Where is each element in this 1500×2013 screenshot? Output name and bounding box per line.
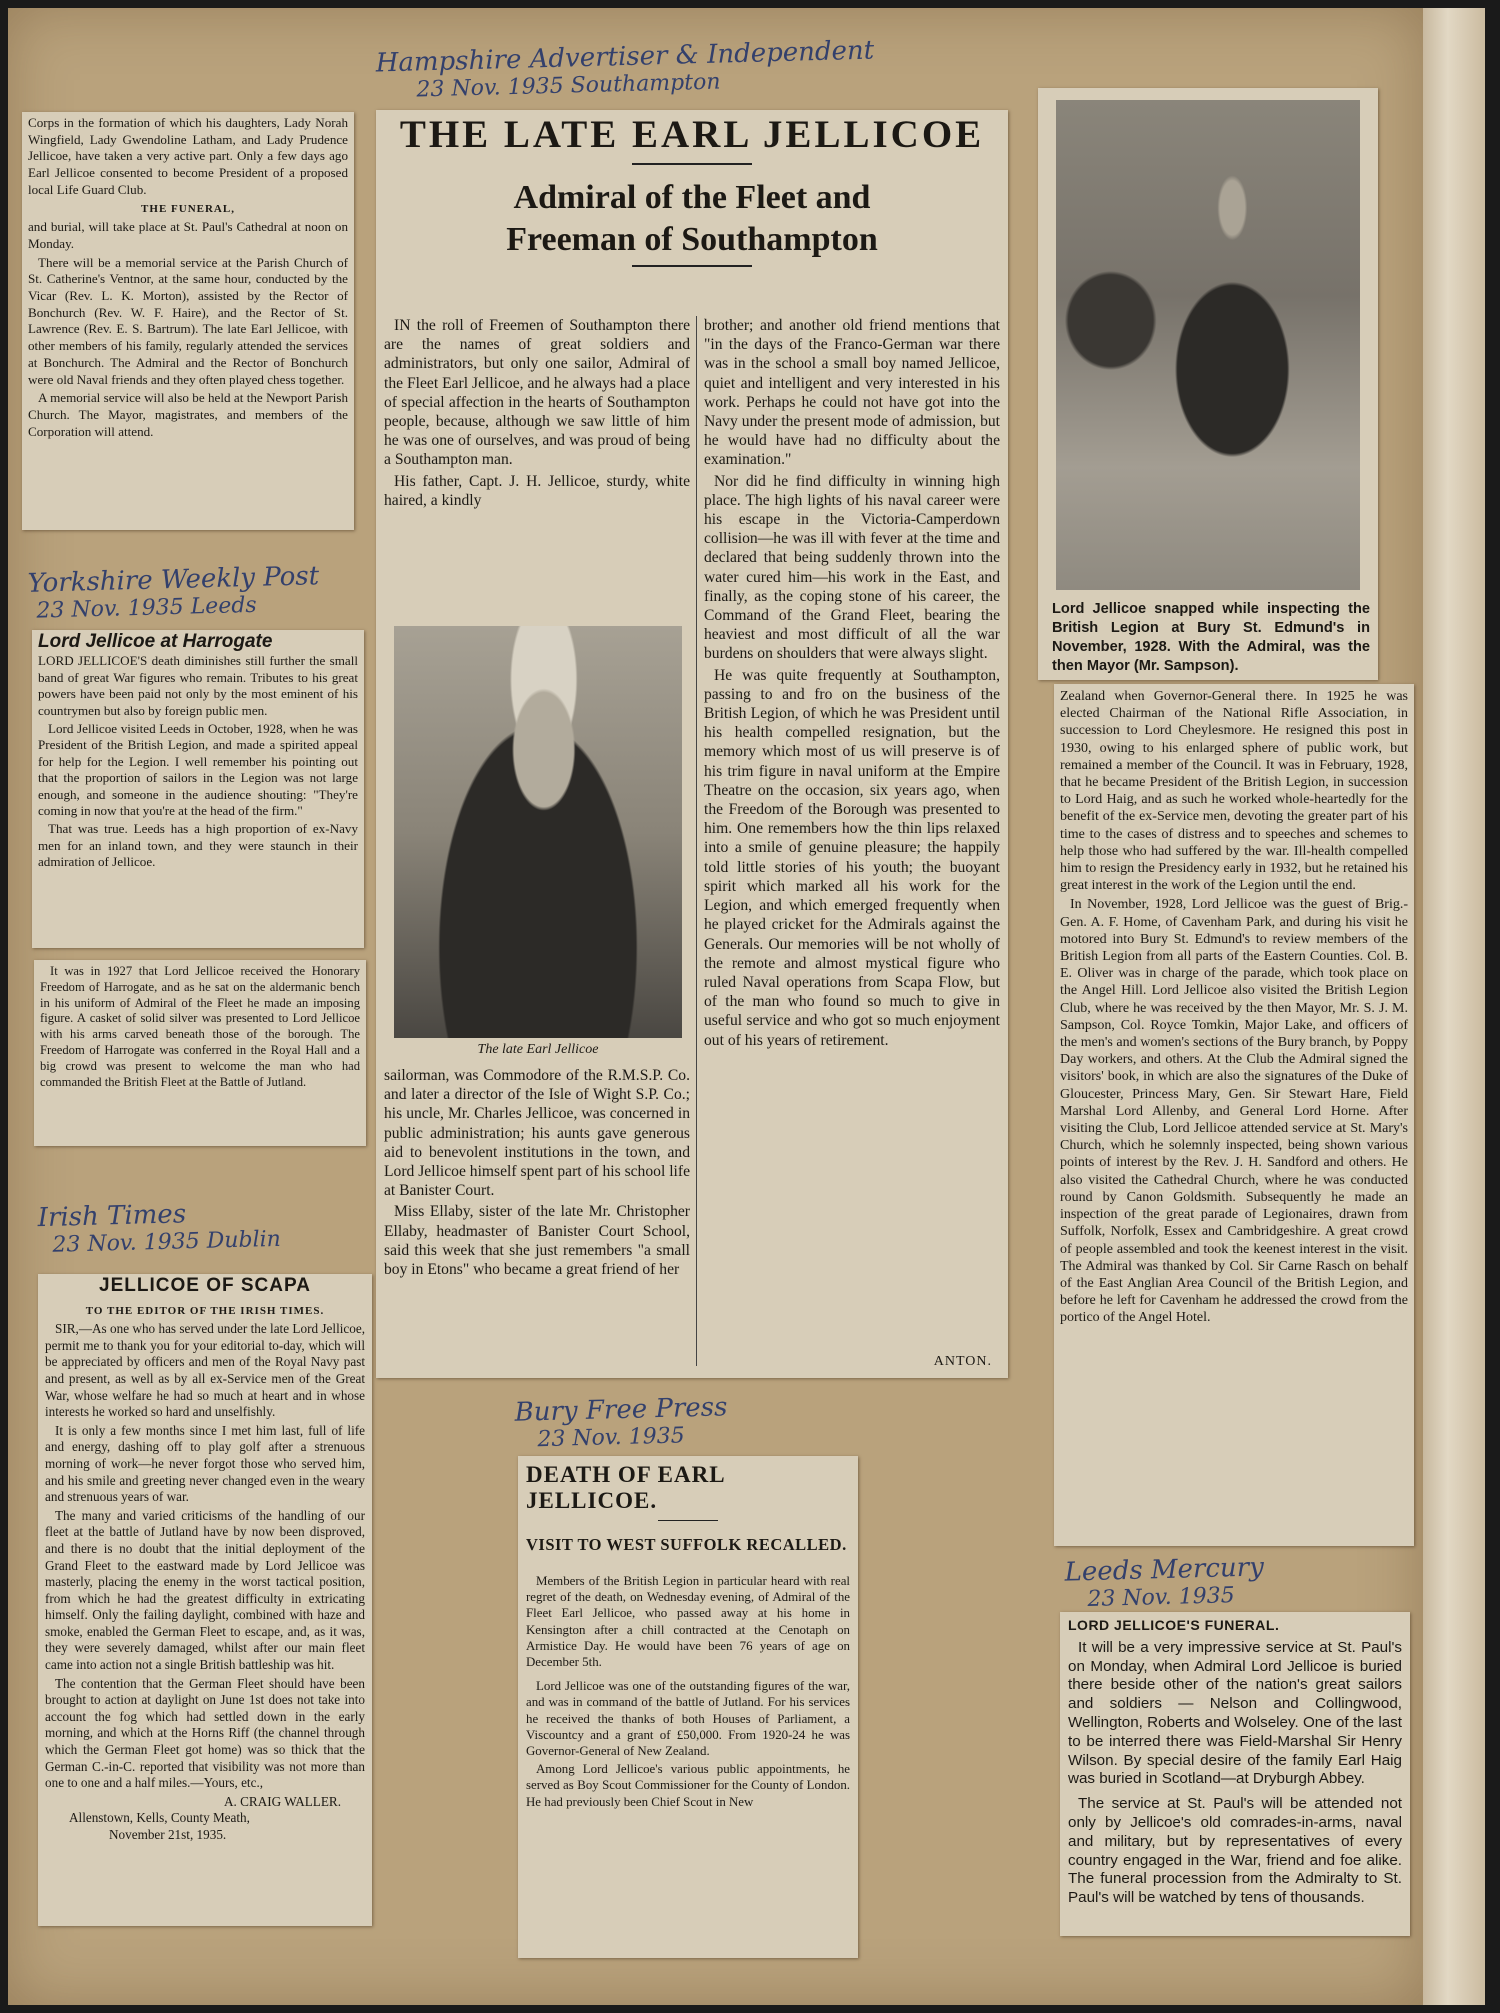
harrogate-paragraph-1: LORD JELLICOE'S death diminishes still further the small band of great War figures who remain. Tributes to his great powers have been paid not only by the most eminent of his countrymen but also by foreign public men. (38, 653, 358, 718)
main-column-1 (384, 316, 690, 616)
note-leeds-paper: Leeds Mercury (1064, 1552, 1265, 1588)
scapa-date: November 21st, 1935. (109, 1827, 227, 1842)
note-irish-date: 23 Nov. 1935 Dublin (52, 1226, 282, 1258)
note-irish-paper: Irish Times (37, 1199, 187, 1234)
clipping-harrogate (32, 630, 364, 948)
portrait-photo (394, 626, 682, 1038)
legion-paragraph-2: In November, 1928, Lord Jellicoe was the guest of Brig.-Gen. A. F. Home, of Cavenham Park, and during his visit he motored into Bury St. Edmund's to review members of the British Legion from all parts of the Eastern Counties. Col. B. E. Oliver was in charge of the parade, which took place on the Angel Hill. Lord Jellicoe also visited the British Legion Club, where he was received by the then Mayor, Mr. S. J. M. Sampson, Col. Royce Tomkin, Major Lake, and officers of the men's and women's sections of the Bury branch, by Poppy Day workers, and others. At the Club the Admiral signed the visitors' book, in which are also the signatures of the Duke of Gloucester, Princess Mary, Gen. Sir Stewart Hare, Field Marshal Lord Allenby, and General Lord Horne. After visiting the Club, Lord Jellicoe attended service at St. Mary's Church, which he solemnly inspected, being shown various points of interest by the Rev. J. H. Sandford and others. He also visited the Cathedral Church, where he was conducted round by Canon Goldsmith. Subsequently he made an inspection of the great parade of Legionaires, drawn from Suffolk, Norfolk, Essex and Cambridgeshire. A great crowd of people assembled and took the keenest interest in the visit. The Admiral was thanked by Col. Sir Carne Rasch on behalf of the East Anglian Area Council of the British Legion, and before he left for Cavenham he addressed the crowd from the portico of the Angel Hotel. (1060, 897, 1408, 1326)
note-bury-date: 23 Nov. 1935 (537, 1423, 685, 1453)
bury-paragraph-1: Members of the British Legion in particular heard with real regret of the death, on Wednesday evening, of Admiral of the Fleet Earl Jellicoe, who passed away at his home in Kensington after a chill contracted at the Cenotaph on Armistice Day. He would have been 76 years of age on December 5th. (526, 1574, 850, 1670)
note-hampshire-date: 23 Nov. 1935 Southampton (416, 69, 721, 103)
scapa-paragraph-1: SIR,—As one who has served under the late Lord Jellicoe, permit me to thank you for your editorial to-day, which will be appreciated by officers and men of the Royal Navy past and present, as well as by all ex-Service men of the Great War, whose welfare he had so much at heart and in whose interests he worked so hard and unselfishly. (45, 1321, 365, 1420)
legion-paragraph-1: Zealand when Governor-General there. In 1925 he was elected Chairman of the National Rifle Association, in succession to Lord Cheylesmore. He resigned this post in 1930, owing to his enlarged sphere of public work, but remained a member of the Council. It was in February, 1928, that he became President of the British Legion, in succession to Lord Haig, and as such he worked whole-heartedly for the benefit of the ex-Service men, devoting the greater part of his time to the cases of distress and to speeches and schemes to help those who had suffered by the war. Ill-health compelled him to resign the Presidency early in 1932, but he retained his great interest in the work of the Legion until the end. (1060, 689, 1408, 894)
bury-rule (658, 1520, 718, 1521)
scapa-paragraph-4: The contention that the German Fleet should have been brought to action at daylight on June 1st does not take into account the fog which had settled down in the early morning, and which at the Horns Riff (the channel through which the German Fleet got home) was so thick that the German C.-in-C. reported that visibility was not more than one to one and a half miles.—Yours, etc., (45, 1675, 365, 1791)
funeral-paragraph-3: There will be a memorial service at the Parish Church of St. Catherine's Ventnor, at the same hour, conducted by the Vicar (Rev. L. K. Morton), assisted by the Rector of Bonchurch (Rev. W. F. Haire), and the Rector of St. Lawrence (Rev. E. S. Bartrum). The late Earl Jellicoe, with other members of his family, regularly attended the services at Bonchurch. The Admiral and the Rector of Bonchurch were old Naval friends and they often played chess together. (28, 254, 348, 387)
main-col1-paragraph-4: Miss Ellaby, sister of the late Mr. Christopher Ellaby, headmaster of Banister Court School, said this week that she just remembers "a small boy in Etons" who became a great friend of her (384, 1203, 690, 1279)
main-column-1-continued (384, 1066, 690, 1378)
main-col1-paragraph-3: sailorman, was Commodore of the R.M.S.P. Co. and later a director of the Isle of Wight S.P. Co.; his uncle, Mr. Charles Jellicoe, was concerned in public administration; his aunts gave generous aid to benevolent institutions in the town, and Lord Jellicoe himself spent part of his school life at Banister Court. (384, 1067, 690, 1200)
note-irish (37, 1197, 281, 1258)
bury-paragraph-3: Among Lord Jellicoe's various public appointments, he served as Boy Scout Commissioner for the County of London. He had previously been Chief Scout in New (526, 1762, 850, 1809)
clipping-legion (1054, 684, 1414, 1546)
main-title-rule (632, 163, 752, 165)
note-yorkshire-date: 23 Nov. 1935 Leeds (36, 592, 257, 624)
bury-body (526, 1573, 850, 1810)
note-yorkshire-paper: Yorkshire Weekly Post (27, 561, 320, 599)
bury-title: DEATH OF EARL JELLICOE. (526, 1462, 725, 1513)
main-column-2 (704, 316, 1000, 1346)
scapa-paragraph-3: The many and varied criticisms of the handling of our fleet at the battle of Jutland have by now been disproved, and there is no doubt that the initial deployment of the Grand Fleet to the eastward made by Lord Jellicoe was masterly, placing the enemy in the worst tactical position, from which he had the greatest difficulty in extricating himself. Only the failing daylight, combined with haze and smoke, enabled the German Fleet to escape, and, as it was, they were severely damaged, whilst after our main fleet came into action not a single British battleship was hit. (45, 1507, 365, 1673)
harrogate-paragraph-4: It was in 1927 that Lord Jellicoe received the Honorary Freedom of Harrogate, and as he sat on the aldermanic bench in his uniform of Admiral of the Fleet he made an imposing figure. A casket of solid silver was presented to Lord Jellicoe with his arms carved beneath those of the borough. The Freedom of Harrogate was conferred in the Royal Hall and a big crowd was present to welcome the man who had commanded the British Fleet at the Battle of Jutland. (40, 964, 360, 1089)
harrogate-paragraph-2: Lord Jellicoe visited Leeds in October, 1928, when he was President of the British Legion, and made a spirited appeal for help for the Legion. I well remember his pointing out that the proportion of sailors in the Legion was not large enough, and someone in the audience shouting: "They're coming in now that you're at the head of the firm." (38, 721, 358, 819)
clipping-inspection-photo (1038, 88, 1378, 680)
main-subtitle-2: Freeman of Southampton (506, 221, 878, 258)
harrogate-paragraph-3: That was true. Leeds has a high proportion of ex-Navy men for an inland town, and they were staunch in their admiration of Jellicoe. (38, 821, 358, 870)
mercury-paragraph-1: It will be a very impressive service at St. Paul's on Monday, when Admiral Lord Jellicoe is buried there beside other of the nation's great sailors and soldiers — Nelson and Collingwood, Wellington, Roberts and Wolseley. One of the last to be interred there was Field-Marshal Sir Henry Wilson. By special desire of the family Earl Haig was buried in Scotland—at Dryburgh Abbey. (1068, 1638, 1402, 1788)
scapa-signature: A. CRAIG WALLER. (224, 1793, 341, 1809)
main-subtitle-1: Admiral of the Fleet and (513, 179, 871, 216)
note-leeds-date: 23 Nov. 1935 (1087, 1583, 1235, 1613)
note-hampshire-paper: Hampshire Advertiser & Independent (375, 35, 875, 79)
main-col1-paragraph-2: His father, Capt. J. H. Jellicoe, sturdy, white haired, a kindly (384, 472, 690, 509)
main-subtitle-rule (632, 265, 752, 267)
main-byline: ANTON. (933, 1354, 992, 1369)
scapa-paragraph-2: It is only a few months since I met him last, full of life and energy, dashing off to play golf after a strenuous morning of work—he never forgot those who served him, and his smile and greeting never changed even in the weary and strenuous years of war. (45, 1422, 365, 1505)
note-leeds (1064, 1552, 1265, 1612)
bury-subtitle: VISIT TO WEST SUFFOLK RECALLED. (526, 1535, 847, 1554)
clipping-main-article (376, 110, 1008, 1378)
main-column-divider (696, 316, 697, 1366)
mercury-paragraph-2: The service at St. Paul's will be attended not only by Jellicoe's old comrades-in-arms, naval and military, but by representatives of every country engaged in the War, friend and foe alike. The funeral procession from the Admiralty to St. Paul's will be watched by tens of thousands. (1068, 1795, 1402, 1907)
funeral-paragraph-2: and burial, will take place at St. Paul's Cathedral at noon on Monday. (28, 219, 348, 251)
main-col2-paragraph-3: He was quite frequently at Southampton, passing to and fro on the business of the British Legion, of which he was President until his health compelled resignation, but the memory which most of us will preserve is of his trim figure in naval uniform at the Empire Theatre on the occasion, six years ago, when the Freedom of the Borough was presented to him. One remembers how the thin lips relaxed into a smile of genuine pleasure; the happily told little stories of his youth; the buoyant spirit which marked all his work for the Legion, and which emerged frequently when he played cricket for the Admirals against the Generals. Our memories will be not wholly of the remote and almost mystical figure who ruled Naval operations from Scapa Flow, but of the man who found so much to give in useful service and who got so much enjoyment out of his years of retirement. (704, 666, 1000, 1049)
clipping-funeral (22, 112, 354, 530)
scapa-title: JELLICOE OF SCAPA (99, 1275, 311, 1296)
funeral-paragraph-4: A memorial service will also be held at the Newport Parish Church. The Mayor, magistrates, and members of the Corporation will attend. (28, 390, 348, 439)
portrait-caption: The late Earl Jellicoe (477, 1042, 599, 1057)
harrogate-title: Lord Jellicoe at Harrogate (38, 631, 273, 652)
scapa-address: Allenstown, Kells, County Meath, (69, 1810, 250, 1826)
clipping-mercury (1060, 1612, 1410, 1936)
main-col2-paragraph-1: brother; and another old friend mentions that "in the days of the Franco-German war there was in the school a small boy named Jellicoe, quiet and intelligent and very interested in his work. Perhaps he could not have got into the Navy under the present mode of admission, but he would have had no difficulty about the examination." (704, 317, 1000, 469)
mercury-title: LORD JELLICOE'S FUNERAL. (1068, 1617, 1280, 1633)
clipping-bury (518, 1456, 858, 1958)
clipping-scapa (38, 1274, 372, 1926)
inspection-caption: Lord Jellicoe snapped while inspecting the British Legion at Bury St. Edmund's in November, 1928. With the Admiral, was the then Mayor (Mr. Sampson). (1052, 601, 1370, 674)
main-col1-paragraph-1: IN the roll of Freemen of Southampton there are the names of great soldiers and administrators, but only one sailor, Admiral of the Fleet Earl Jellicoe, and he always had a place of special affection in the hearts of Southampton people, because, although we saw little of him he was one of ourselves, and was proud of being a Southampton man. (384, 317, 690, 469)
main-title: THE LATE EARL JELLICOE (399, 113, 985, 156)
funeral-paragraph-1: Corps in the formation of which his daughters, Lady Norah Wingfield, Lady Gwendoline Latham, and Lady Prudence Jellicoe, have taken a very active part. Only a few days ago Earl Jellicoe consented to become President of a proposed local Life Guard Club. (28, 115, 348, 197)
page-edge (1423, 8, 1485, 2005)
main-col2-paragraph-2: Nor did he find difficulty in winning high place. The high lights of his naval career were his escape in the Victoria-Camperdown collision—he was ill with fever at the time and declared that being suddenly thrown into the water cured him—his work in the East, and finally, as the coping stone of his career, the Command of the Grand Fleet, bearing the heaviest and most difficult of all the war burdens on shoulders that were always slight. (704, 472, 1000, 663)
funeral-heading: THE FUNERAL, (141, 202, 235, 215)
note-yorkshire (27, 561, 320, 624)
note-bury (514, 1392, 728, 1453)
inspection-photo (1056, 100, 1360, 590)
bury-paragraph-2: Lord Jellicoe was one of the outstanding figures of the war, and was in command of the battle of Jutland. For his services he received the thanks of both Houses of Parliament, a Viscountcy and a grant of £50,000. From 1920-24 he was Governor-General of New Zealand. (526, 1679, 850, 1759)
clipping-harrogate-freedom (34, 960, 366, 1146)
note-bury-paper: Bury Free Press (514, 1392, 728, 1428)
scapa-heading: TO THE EDITOR OF THE IRISH TIMES. (85, 1304, 325, 1317)
